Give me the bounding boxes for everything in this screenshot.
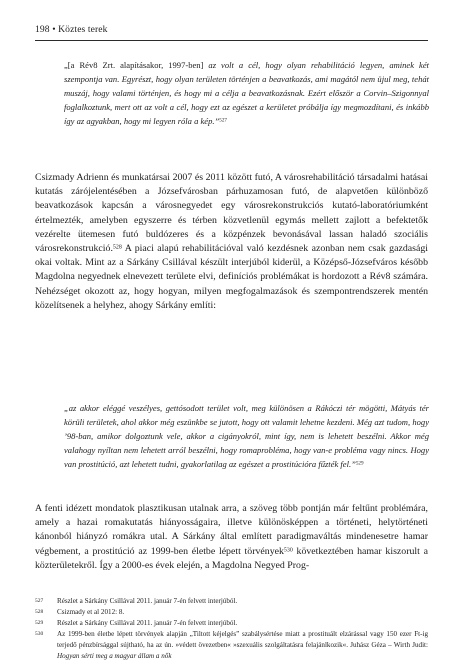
footnote-text: Részlet a Sárkány Csillával 2011. január 7-én felvett interjúból.: [57, 619, 238, 628]
footnote-ref-527[interactable]: 527: [219, 117, 227, 124]
footnote: [35, 607, 428, 618]
footnote-text: Csizmady et al 2012: 8.: [57, 608, 125, 617]
footnote: [35, 629, 428, 662]
footnote-ref-530[interactable]: 530: [283, 546, 293, 553]
footnote-text: [57, 629, 428, 662]
quote2-close: ”: [351, 459, 356, 469]
footnote-number: 529: [35, 620, 44, 627]
body2-part2: következtében hamar kiszorult a közterületekről. Így a 2000-es évek elején, a Magdolna Negyed Prog-: [35, 545, 428, 571]
footnote-text: Részlet a Sárkány Csillával 2011. január 7-én felvett interjúból.: [57, 597, 238, 605]
footnote-number: 528: [35, 609, 44, 616]
footnote-number: 530: [35, 631, 44, 638]
footnote-number: 527: [35, 598, 44, 604]
body1-part2: A piaci alapú rehabilitációval való kezdésnek azonban nem csak gazdasági okai voltak. Mint az a Sárkány Csillával készült interjúból kiderül, a Középső-Józsefváros később Magdolna negyednek elnevezett területe elvi, definíciós problémákat is hordozott a Rév8 számára. Nehézséget okozott az, hogy hogyan, milyen megfogalmazások és szempontrendszerek mentén közelítsenek a helyhez, ahogy Sárkány említi:: [35, 243, 428, 311]
block-quote-2: [64, 401, 429, 471]
footnote-ref-528[interactable]: 528: [112, 244, 122, 251]
quote2-text: „az akkor eléggé veszélyes, gettósodott terület volt, meg különösen a Rákóczi tér mögötti, Mátyás tér körüli területek, ahol akkor még eszünkbe se jutott, hogy ott valamit lehetne kezdeni. Még azt tudom, hogy ’98-ban, amikor dolgoztunk vele, akkor a cigányokról, mint így, nem is lehetett beszélni. Akkor még valahogy nyíltan nem lehetett arról beszélni, hogy romaprobléma, hogy van-e probléma vagy nincs. Hogy van prostitúció, azt lehetett tudni, gyakorlatilag az egészet a prostitúcióra fűzték fel.: [64, 403, 429, 469]
body-paragraph-2: [35, 502, 428, 573]
footnote: [35, 618, 428, 629]
running-head: 198 • Köztes terek: [35, 24, 108, 35]
body1-part1: Csizmady Adrienn és munkatársai 2007 és 2011 között futó, A városrehabilitáció társadalmi hatásai kutatás zárójelentésében a Józsefvárosban párhuzamosan futó, de alapvetően különböző beavatkozások kapcsán a városnegyedet egy városrekonstrukciós kutató-laboratóriumként értelmezték, amelyben egyszerre és térben közvetlenül egymás mellett zajlott a befektetők vezérelte ütemesen futó buldózeres és a közpénzek bevonásával lassan haladó szociális városrekonstrukció.: [35, 172, 428, 255]
header-rule: [35, 40, 428, 41]
footnote-text-plain: Az 1999-ben életbe lépett törvények alapján „Tiltott kéjelgés” szabálysértése miatt a prostituált elzárással vagy 150 ezer Ft-ig terjedő pénzbírsággal sújtható, ha az ún. »védett övezetben« »szexuális szolgáltatásra felajánlkozik«. Juhász Géza – Wirth Judit:: [57, 630, 428, 650]
quote1-open: „[a Rév8 Zrt. alapításakor, 1997-ben]: [64, 60, 204, 70]
footnote: [35, 596, 428, 607]
body2-part1: A fenti idézett mondatok plasztikusan utalnak arra, a szöveg több pontján már feltűnt problémára, amely a hazai romakutatás hiányosságaira, illetve különösképpen a történeti, helytörténeti kánonból hiányzó romákra utal. A Sárkány által említett paradigmaváltás mindenesetre hamar végbement, a prostitúció az 1999-ben életbe lépett törvények: [35, 503, 428, 557]
footnote-ref-529[interactable]: 529: [355, 460, 364, 467]
footnotes: [35, 596, 428, 663]
block-quote-1: [64, 58, 429, 128]
footnote-text-italic: Hogyan sérti meg a magyar állam a nők: [57, 652, 172, 661]
quote1-text: az volt a cél, hogy olyan rehabilitáció legyen, aminek két szempontja van. Egyrészt, hogy olyan területen történjen a beavatkozás, ami magától nem üjul meg, tehát muszáj, hogy valami történjen, és hogy mi a célja a beavatkozásnak. Ezért először a Corvin–Szigonnyal foglalkoztunk, mert ott az volt a cél, hogy ezt az egészet a kerületet próbálja így megmozdítani, és inkább így az agyakban, hogy mi legyen róla a kép.: [64, 60, 429, 126]
body-paragraph-1: [35, 171, 428, 313]
quote1-close: ”: [214, 116, 220, 126]
